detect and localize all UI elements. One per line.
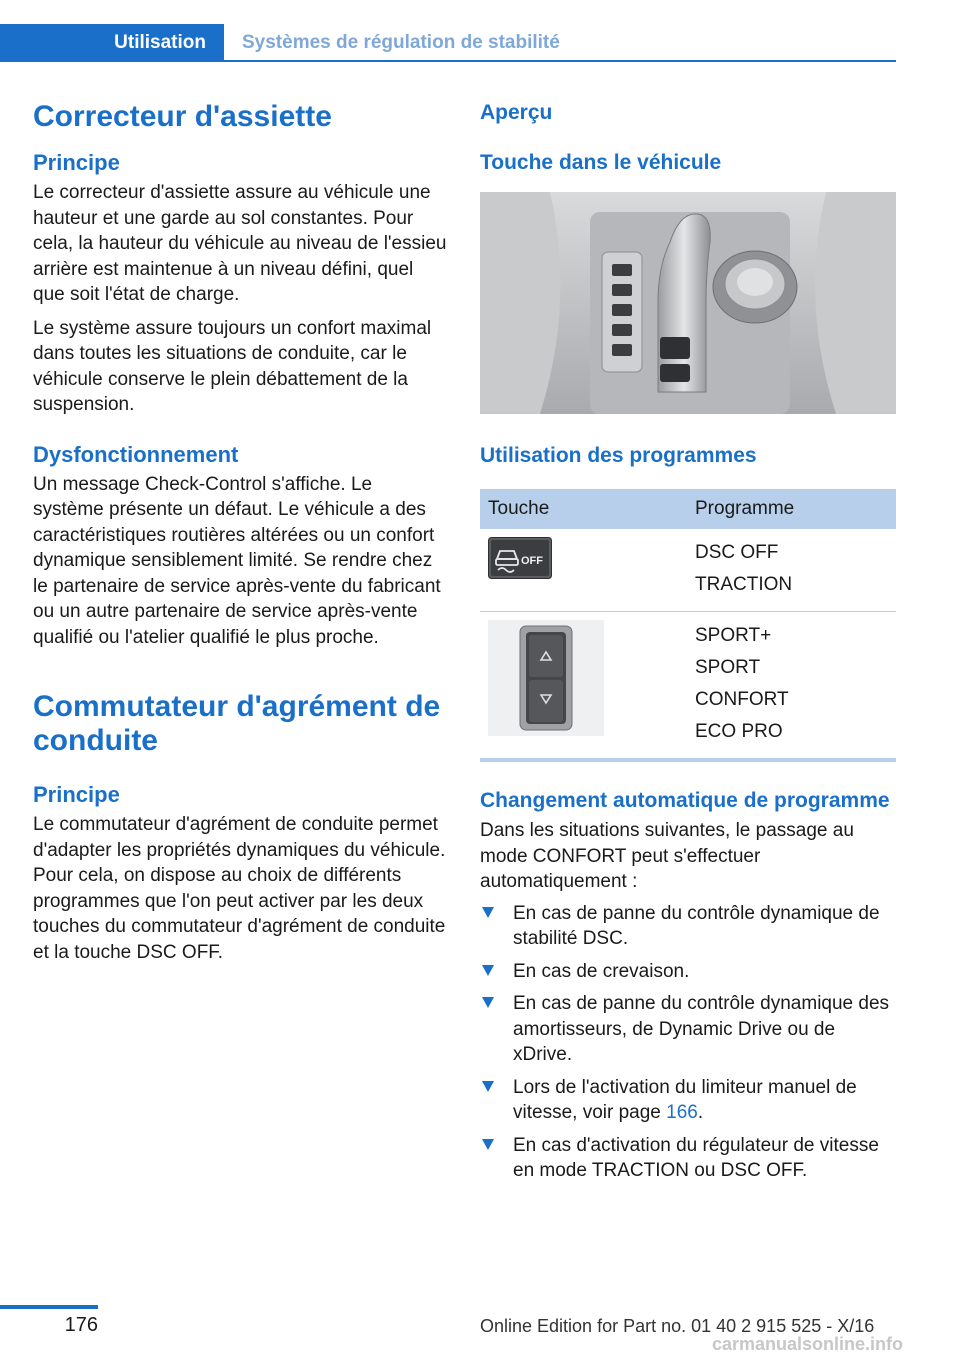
column-header-programme: Programme: [687, 489, 896, 529]
bullet-triangle-icon: [482, 1139, 494, 1150]
page-header: [0, 24, 896, 62]
table-row: [480, 612, 896, 761]
list-item: En cas de panne du contrôle dynamique des amortisseurs, de Dynamic Drive ou de xDrive.: [480, 991, 896, 1068]
page-link[interactable]: 166: [666, 1102, 698, 1123]
list-item: En cas d'activation du régulateur de vitesse en mode TRACTION ou DSC OFF.: [480, 1133, 896, 1184]
list-item: En cas de crevaison.: [480, 959, 896, 985]
principe-2-paragraph: Le commutateur d'agrément de conduite permet d'adapter les propriétés dynamiques du véhicule. Pour cela, on dispose au choix de différents programmes que l'on peut activer par les deux touches du commutateur d'agrément de conduite et la touche DSC OFF.: [33, 814, 446, 963]
heading-apercu: Aperçu: [480, 101, 553, 124]
page-number: 176: [64, 1314, 98, 1336]
page-number-rule: [0, 1305, 98, 1309]
principe-1-paragraph-2: Le système assure toujours un confort maximal dans toutes les situations de conduite, car le véhicule conserve le plein débattement de la suspension.: [33, 317, 432, 415]
bullet-triangle-icon: [482, 907, 494, 918]
bullet-triangle-icon: [482, 965, 494, 976]
watermark: carmanualsonline.info: [712, 1334, 904, 1354]
programme-traction: TRACTION: [695, 574, 793, 595]
left-column: [33, 100, 447, 965]
heading-principe-1: Principe: [33, 150, 120, 175]
programme-cell: [687, 612, 896, 761]
programme-sport-plus: SPORT+: [695, 625, 772, 646]
heading-principe-2: Principe: [33, 782, 120, 807]
principe-1-paragraph-1: Le correcteur d'assiette assure au véhicule une hauteur et une garde au sol constantes. Pour cela, la hauteur du véhicule au niveau de l'essieu arrière est maintenue à un niveau défini, quel que soit l'état de charge.: [33, 182, 447, 305]
right-column: [480, 100, 896, 1191]
edition-text: Online Edition for Part no. 01 40 2 915 525 - X/16: [480, 1316, 875, 1336]
off-label: OFF: [521, 555, 543, 567]
touche-cell: [480, 612, 687, 761]
bullet-triangle-icon: [482, 997, 494, 1008]
header-rule: [224, 60, 896, 62]
changement-intro: Dans les situations suivantes, le passage au mode CONFORT peut s'effectuer automatiquement :: [480, 820, 854, 892]
list-item: En cas de panne du contrôle dynamique de stabilité DSC.: [480, 901, 896, 952]
programme-confort: CONFORT: [695, 689, 789, 710]
bullet-triangle-icon: [482, 1081, 494, 1092]
dysfonctionnement-paragraph: Un message Check-Control s'affiche. Le système présente un défaut. Le véhicule a des caractéristiques routières altérées ou un confort dynamique sensiblement limité. Se rendre chez le partenaire de service après-vente du fabricant ou un autre partenaire de service après-vente qualifié ou l'atelier qualifié le plus proche.: [33, 473, 441, 648]
table-header-row: [480, 489, 896, 529]
tab-utilisation[interactable]: Utilisation: [0, 24, 224, 62]
driving-experience-switch-icon: [488, 620, 604, 736]
programme-dsc-off: DSC OFF: [695, 542, 779, 563]
dsc-off-button-icon: [488, 537, 552, 579]
heading-correcteur: Correcteur d'assiette: [33, 100, 332, 133]
touche-cell: [480, 529, 687, 612]
programme-sport: SPORT: [695, 657, 761, 678]
programmes-table: [480, 489, 896, 762]
heading-commutateur: Commutateur d'agrément de conduite: [33, 690, 441, 757]
heading-changement-automatique: Changement automatique de programme: [480, 789, 890, 812]
programme-eco-pro: ECO PRO: [695, 721, 783, 742]
center-console-image: [480, 192, 896, 414]
heading-touche-vehicule: Touche dans le véhicule: [480, 151, 722, 174]
column-header-touche: Touche: [480, 489, 687, 529]
table-row: [480, 529, 896, 612]
programme-cell: [687, 529, 896, 612]
conditions-list: [480, 901, 896, 1184]
section-title[interactable]: Systèmes de régulation de stabilité: [242, 32, 560, 53]
heading-dysfonctionnement: Dysfonctionnement: [33, 441, 239, 467]
heading-utilisation-programmes: Utilisation des programmes: [480, 444, 757, 467]
list-item: Lors de l'activation du limiteur manuel de vitesse, voir page 166.: [480, 1075, 896, 1126]
